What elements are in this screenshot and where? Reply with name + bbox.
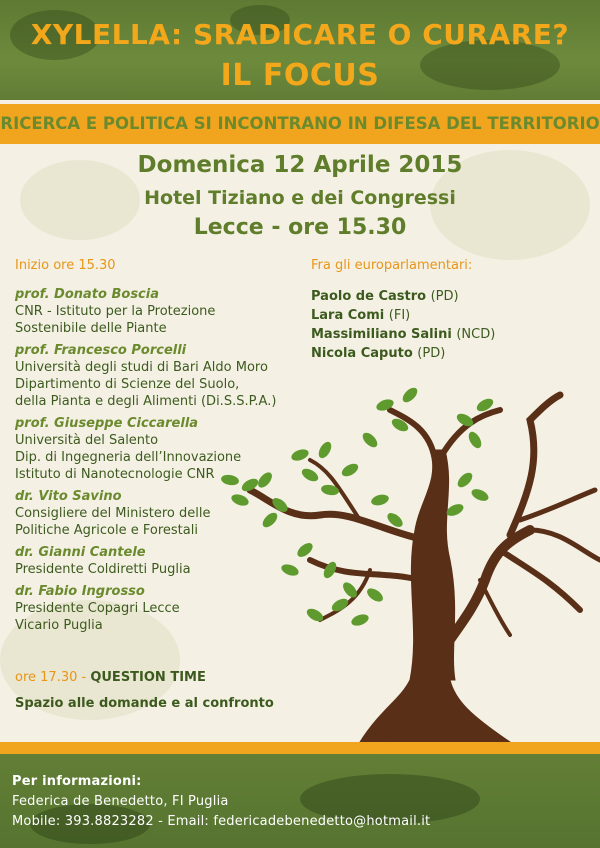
speaker-affiliation: della Pianta e degli Alimenti (Di.S.S.P.A.): [15, 394, 277, 409]
speaker-name: prof. Giuseppe Ciccarella: [15, 416, 199, 431]
mep-heading: Fra gli europarlamentari:: [311, 258, 473, 273]
mep-item: [311, 306, 591, 325]
speaker-block: [15, 342, 315, 410]
speaker-affiliation: Dipartimento di Scienze del Suolo,: [15, 377, 240, 392]
question-time-description: Spazio alle domande e al confronto: [15, 696, 274, 711]
speaker-affiliation: Dip. di Ingegneria dell’Innovazione: [15, 450, 242, 465]
footer-contact-name: Federica de Benedetto, FI Puglia: [12, 794, 229, 809]
poster-title-focus: IL FOCUS: [220, 58, 380, 93]
mep-party: (PD): [417, 346, 446, 361]
speaker-affiliation: Sostenibile delle Piante: [15, 321, 167, 336]
footer-divider: [0, 742, 600, 754]
question-time-hour: ore 17.30 -: [15, 670, 91, 685]
speaker-affiliation: Istituto di Nanotecnologie CNR: [15, 467, 215, 482]
event-city-time: Lecce - ore 15.30: [193, 215, 407, 240]
speaker-affiliation: Vicario Puglia: [15, 618, 103, 633]
poster-subtitle: RICERCA E POLITICA SI INCONTRANO IN DIFESA DEL TERRITORIO: [0, 114, 600, 133]
mep-column: [311, 258, 591, 363]
footer-contact-details: Mobile: 393.8823282 - Email: federicadebenedetto@hotmail.it: [12, 814, 431, 829]
speaker-affiliation: Presidente Copagri Lecce: [15, 601, 180, 616]
speaker-block: [15, 415, 315, 483]
speaker-affiliation: Politiche Agricole e Forestali: [15, 523, 198, 538]
program-start-time: Inizio ore 15.30: [15, 258, 116, 273]
speaker-block: [15, 286, 315, 337]
poster-title: XYLELLA: SRADICARE O CURARE?: [30, 18, 570, 51]
mep-item: [311, 287, 591, 306]
speaker-block: [15, 544, 315, 578]
speaker-name: dr. Vito Savino: [15, 489, 122, 504]
speaker-affiliation: Università degli studi di Bari Aldo Moro: [15, 360, 268, 375]
speaker-block: [15, 488, 315, 539]
mep-party: (NCD): [456, 327, 496, 342]
speaker-affiliation: Consigliere del Ministero delle: [15, 506, 211, 521]
mep-name: Nicola Caputo: [311, 346, 413, 361]
speaker-affiliation: Università del Salento: [15, 433, 159, 448]
speaker-name: dr. Fabio Ingrosso: [15, 584, 145, 599]
mep-item: [311, 344, 591, 363]
speaker-name: prof. Francesco Porcelli: [15, 343, 187, 358]
mep-name: Paolo de Castro: [311, 289, 427, 304]
mep-party: (FI): [388, 308, 411, 323]
speaker-name: dr. Gianni Cantele: [15, 545, 146, 560]
footer-info-label: Per informazioni:: [12, 774, 142, 789]
program-column: [15, 258, 315, 634]
mep-item: [311, 325, 591, 344]
event-venue: Hotel Tiziano e dei Congressi: [144, 187, 456, 209]
speaker-name: prof. Donato Boscia: [15, 287, 159, 302]
question-time: [15, 670, 206, 685]
question-time-label: QUESTION TIME: [90, 670, 206, 685]
event-date: Domenica 12 Aprile 2015: [137, 152, 463, 178]
mep-name: Lara Comi: [311, 308, 385, 323]
speaker-affiliation: Presidente Coldiretti Puglia: [15, 562, 191, 577]
speaker-block: [15, 583, 315, 634]
mep-name: Massimiliano Salini: [311, 327, 452, 342]
speaker-affiliation: CNR - Istituto per la Protezione: [15, 304, 216, 319]
mep-party: (PD): [430, 289, 459, 304]
